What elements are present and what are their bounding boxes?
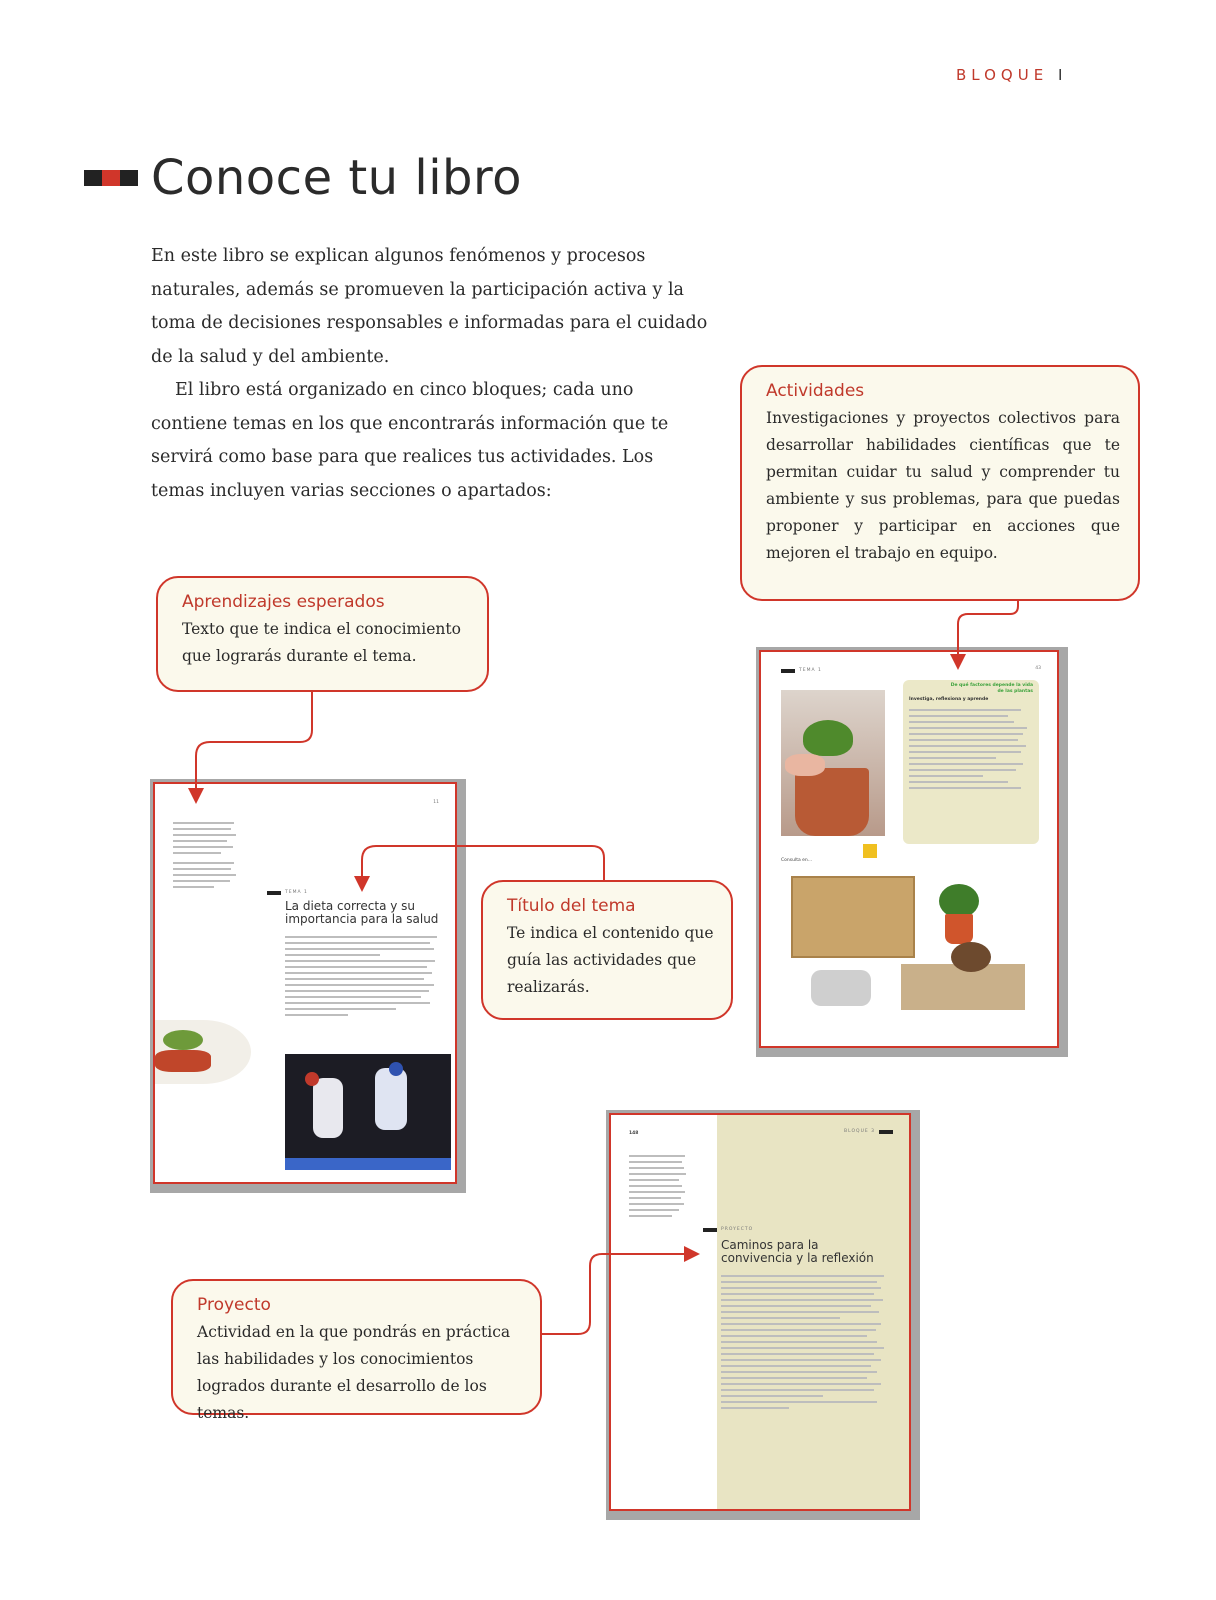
- intro-paragraph-1: En este libro se explican algunos fenómenos y procesos naturales, además se promueven la participación activa y la toma de decisiones responsables e informadas para el cuidado de la salud y del ambiente.: [151, 246, 708, 367]
- block-number: I: [1057, 66, 1063, 84]
- arrow-aprendizajes: [196, 692, 312, 796]
- callout-title: Aprendizajes esperados: [182, 592, 385, 612]
- activity-box-heading: Investiga, reflexiona y aprende: [909, 697, 989, 702]
- callout-body: Te indica el contenido que guía las actividades que realizarás.: [507, 924, 714, 996]
- callout-title: Actividades: [766, 381, 865, 401]
- arrow-titulo-tema: [362, 846, 604, 884]
- callout-body: Actividad en la que pondrás en práctica las habilidades y los conocimientos logrados durante el desarrollo de los temas.: [197, 1323, 511, 1422]
- callout-body: Investigaciones y proyectos colectivos para desarrollar habilidades científicas que te permitan cuidar tu salud y comprender tu ambiente y sus problemas, para que puedas proponer y participar en acciones que mejoren el trabajo en equipo.: [766, 409, 1120, 562]
- thumb-page-number: 11: [433, 800, 439, 805]
- thumb-proyecto-label: PROYECTO: [721, 1227, 754, 1232]
- arrow-proyecto: [542, 1254, 692, 1334]
- page-title: Conoce tu libro: [151, 150, 523, 206]
- thumb-proyecto-title: Caminos para la convivencia y la reflexión: [721, 1238, 874, 1265]
- thumb-bloque-label: BLOQUE 3: [844, 1129, 875, 1134]
- thumb-tema-label: TEMA 1: [285, 890, 308, 895]
- arrow-actividades: [958, 601, 1018, 662]
- thumb-page-number: 43: [1035, 666, 1041, 671]
- consulta-label: Consulta en...: [781, 858, 813, 863]
- activity-box-title: De qué factores depende la vida de las plantas: [950, 683, 1033, 694]
- intro-paragraph-2: El libro está organizado en cinco bloques; cada uno contiene temas en los que encontrarás información que te servirá como base para que realices tus actividades. Los temas incluyen varias secciones o apartados:: [151, 380, 669, 501]
- thumb-tema-label: TEMA 1: [799, 668, 822, 673]
- callout-title: Título del tema: [507, 896, 636, 916]
- thumb-tema-title: La dieta correcta y su importancia para la salud: [285, 899, 439, 926]
- callout-title: Proyecto: [197, 1295, 271, 1315]
- block-label: BLOQUE: [956, 66, 1049, 84]
- thumb-page-number: 148: [629, 1131, 639, 1136]
- callout-body: Texto que te indica el conocimiento que lograrás durante el tema.: [182, 620, 461, 665]
